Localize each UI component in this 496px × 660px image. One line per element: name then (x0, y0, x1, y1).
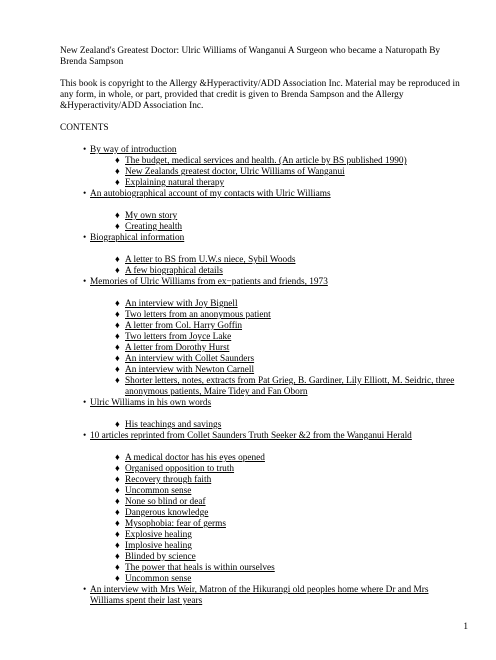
diamond-bullet-icon: ♦ (115, 552, 120, 562)
diamond-bullet-icon: ♦ (115, 255, 120, 265)
toc-subsection-list (115, 255, 460, 277)
toc-subsection (115, 211, 460, 222)
document-title: New Zealand's Greatest Doctor: Ulric Williams of Wanganui A Surgeon who became a Naturopath By Brenda Sampson (60, 46, 441, 67)
toc-subsection-link[interactable]: Uncommon sense (125, 574, 192, 584)
toc-subsection (115, 343, 460, 354)
toc-subsection-link[interactable]: Organised opposition to truth (125, 464, 235, 474)
toc-subsection (115, 420, 460, 431)
toc-section-link[interactable]: An autobiographical account of my contacts with Ulric Williams (90, 189, 331, 199)
toc-subsection (115, 563, 460, 574)
toc-subsection (115, 299, 460, 310)
toc-subsection (115, 167, 460, 178)
toc-subsection (115, 530, 460, 541)
toc-section (60, 585, 460, 607)
diamond-bullet-icon: ♦ (115, 486, 120, 496)
toc-subsection-link[interactable]: Mysophobia: fear of germs (125, 519, 226, 529)
diamond-bullet-icon: ♦ (115, 420, 120, 430)
toc-subsection-list (115, 420, 460, 431)
toc-subsection-link[interactable]: Creating health (125, 222, 183, 232)
diamond-bullet-icon: ♦ (115, 376, 120, 386)
toc-subsection (115, 321, 460, 332)
toc-subsection (115, 486, 460, 497)
diamond-bullet-icon: ♦ (115, 530, 120, 540)
toc-subsection-link[interactable]: A letter from Col. Harry Goffin (125, 321, 243, 331)
diamond-bullet-icon: ♦ (115, 354, 120, 364)
toc-section-link[interactable]: Memories of Ulric Williams from ex−patients and friends, 1973 (90, 277, 328, 287)
toc-section (60, 277, 460, 398)
bullet-icon: • (83, 431, 87, 441)
toc-section-link[interactable]: Biographical information (90, 233, 185, 243)
toc-section (60, 398, 460, 431)
diamond-bullet-icon: ♦ (115, 321, 120, 331)
bullet-icon: • (83, 398, 87, 408)
diamond-bullet-icon: ♦ (115, 343, 120, 353)
toc-subsection (115, 574, 460, 585)
toc-subsection (115, 552, 460, 563)
toc-subsection-link[interactable]: Blinded by science (125, 552, 196, 562)
toc-subsection (115, 178, 460, 189)
bullet-icon: • (83, 145, 87, 155)
diamond-bullet-icon: ♦ (115, 222, 120, 232)
toc-subsection-link[interactable]: Two letters from an anonymous patient (125, 310, 271, 320)
toc-subsection-link[interactable]: Explaining natural therapy (125, 178, 225, 188)
diamond-bullet-icon: ♦ (115, 211, 120, 221)
diamond-bullet-icon: ♦ (115, 541, 120, 551)
toc-section (60, 145, 460, 189)
document-page (60, 46, 460, 607)
diamond-bullet-icon: ♦ (115, 563, 120, 573)
diamond-bullet-icon: ♦ (115, 475, 120, 485)
toc-subsection-list (115, 299, 460, 398)
toc-subsection (115, 266, 460, 277)
diamond-bullet-icon: ♦ (115, 508, 120, 518)
toc-section-link[interactable]: An interview with Mrs Weir, Matron of the Hikurangi old peoples home where Dr and Mrs Williams spent their last years (90, 585, 429, 606)
toc-subsection-link[interactable]: My own story (125, 211, 178, 221)
diamond-bullet-icon: ♦ (115, 266, 120, 276)
toc-subsection-link[interactable]: The budget, medical services and health. (An article by BS published 1990) (125, 156, 407, 166)
bullet-icon: • (83, 189, 87, 199)
table-of-contents (60, 145, 460, 607)
toc-subsection-link[interactable]: New Zealands greatest doctor, Ulric Williams of Wanganui (125, 167, 345, 177)
diamond-bullet-icon: ♦ (115, 167, 120, 177)
toc-section (60, 233, 460, 277)
toc-subsection-list (115, 211, 460, 233)
diamond-bullet-icon: ♦ (115, 519, 120, 529)
toc-subsection (115, 453, 460, 464)
toc-subsection-link[interactable]: A few biographical details (125, 266, 223, 276)
toc-subsection (115, 255, 460, 266)
toc-subsection (115, 464, 460, 475)
toc-subsection-link[interactable]: An interview with Joy Bignell (125, 299, 238, 309)
toc-section-link[interactable]: By way of introduction (90, 145, 177, 155)
toc-subsection-link[interactable]: An interview with Collet Saunders (125, 354, 255, 364)
toc-subsection-link[interactable]: A letter to BS from U.W.s niece, Sybil Woods (125, 255, 296, 265)
toc-subsection-link[interactable]: Uncommon sense (125, 486, 192, 496)
bullet-icon: • (83, 233, 87, 243)
toc-subsection-list (115, 453, 460, 585)
toc-subsection (115, 365, 460, 376)
toc-subsection-link[interactable]: A letter from Dorothy Hurst (125, 343, 230, 353)
diamond-bullet-icon: ♦ (115, 178, 120, 188)
toc-subsection-link[interactable]: Shorter letters, notes, extracts from Pat Grieg, B. Gardiner, Lily Elliott, M. Seidric, three anonymous patients, Maire Tidey and Fan Oborn (125, 376, 455, 397)
toc-section-link[interactable]: Ulric Williams in his own words (90, 398, 212, 408)
toc-subsection-link[interactable]: A medical doctor has his eyes opened (125, 453, 265, 463)
diamond-bullet-icon: ♦ (115, 332, 120, 342)
toc-subsection-link[interactable]: Two letters from Joyce Lake (125, 332, 232, 342)
toc-subsection (115, 310, 460, 321)
toc-subsection-link[interactable]: An interview with Newton Carnell (125, 365, 255, 375)
diamond-bullet-icon: ♦ (115, 310, 120, 320)
toc-subsection (115, 156, 460, 167)
toc-section (60, 189, 460, 233)
toc-subsection-link[interactable]: His teachings and savings (125, 420, 222, 430)
toc-subsection-link[interactable]: None so blind or deaf (125, 497, 206, 507)
toc-subsection-list (115, 156, 460, 189)
contents-heading: CONTENTS (60, 123, 109, 133)
page-number: 1 (463, 622, 468, 632)
diamond-bullet-icon: ♦ (115, 464, 120, 474)
toc-section (60, 431, 460, 585)
toc-subsection (115, 497, 460, 508)
toc-subsection-link[interactable]: The power that heals is within ourselves (125, 563, 275, 573)
toc-subsection (115, 541, 460, 552)
toc-subsection (115, 332, 460, 343)
copyright-notice: This book is copyright to the Allergy &Hyperactivity/ADD Association Inc. Material may be reproduced in any form, in whole, or part, provided that credit is given to Brenda Sampson and the Allergy &Hyperactivity/ADD Association Inc. (60, 79, 460, 111)
toc-subsection (115, 508, 460, 519)
diamond-bullet-icon: ♦ (115, 156, 120, 166)
toc-subsection-link[interactable]: Dangerous knowledge (125, 508, 209, 518)
toc-subsection (115, 222, 460, 233)
diamond-bullet-icon: ♦ (115, 365, 120, 375)
toc-subsection (115, 519, 460, 530)
diamond-bullet-icon: ♦ (115, 497, 120, 507)
toc-subsection-link[interactable]: Recovery through faith (125, 475, 212, 485)
diamond-bullet-icon: ♦ (115, 453, 120, 463)
diamond-bullet-icon: ♦ (115, 299, 120, 309)
bullet-icon: • (83, 585, 87, 595)
toc-section-link[interactable]: 10 articles reprinted from Collet Saunders Truth Seeker &2 from the Wanganui Herald (90, 431, 412, 441)
toc-subsection (115, 376, 460, 398)
toc-subsection (115, 354, 460, 365)
toc-subsection-link[interactable]: Implosive healing (125, 541, 192, 551)
diamond-bullet-icon: ♦ (115, 574, 120, 584)
toc-subsection-link[interactable]: Explosive healing (125, 530, 192, 540)
bullet-icon: • (83, 277, 87, 287)
toc-subsection (115, 475, 460, 486)
